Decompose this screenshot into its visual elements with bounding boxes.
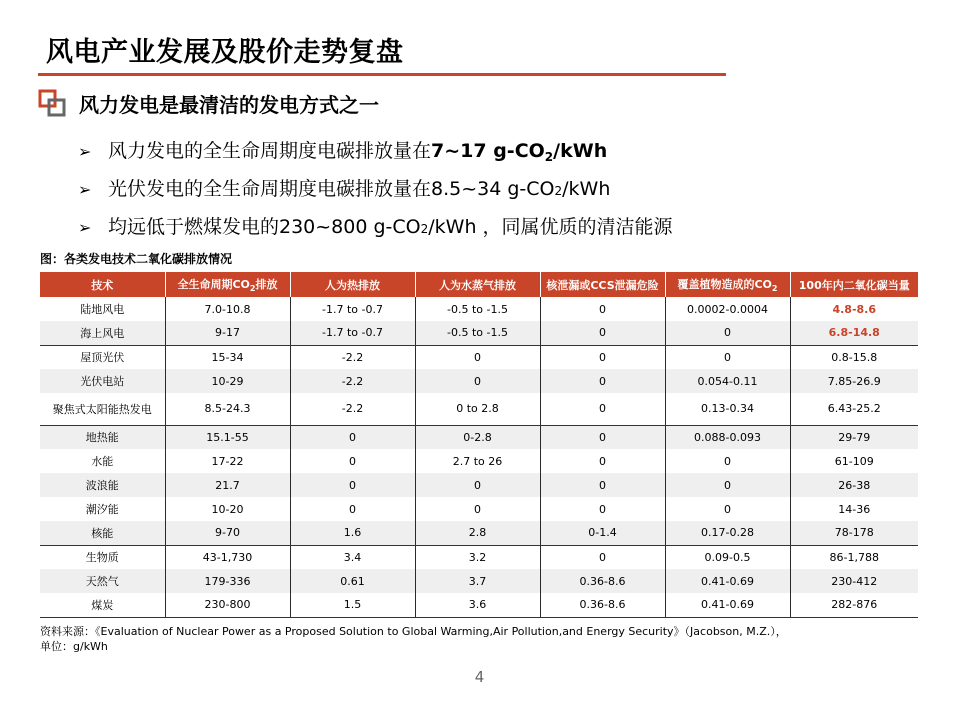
row-label-cell: 地热能 [40, 425, 165, 449]
table-cell: 0.36-8.6 [540, 569, 665, 593]
table-cell: 0.41-0.69 [665, 569, 790, 593]
bullet-solar-text: 光伏发电的全生命周期度电碳排放量在8.5~34 g-CO [108, 178, 555, 200]
table-cell: 0 [540, 297, 665, 321]
table-cell: 0 [540, 393, 665, 425]
table-cell: -1.7 to -0.7 [290, 321, 415, 345]
table-cell: 21.7 [165, 473, 290, 497]
header-technology: 技术 [40, 272, 165, 297]
table-cell: 2.7 to 26 [415, 449, 540, 473]
table-cell: 0.41-0.69 [665, 593, 790, 617]
table-cell: 0.0002-0.0004 [665, 297, 790, 321]
title-divider [38, 73, 726, 76]
table-cell: 0 [415, 473, 540, 497]
table-cell: 0 [540, 473, 665, 497]
table-cell: 282-876 [790, 593, 918, 617]
table-cell: 0 [290, 449, 415, 473]
table-cell: 0 [540, 321, 665, 345]
row-label-cell: 煤炭 [40, 593, 165, 617]
table-row [40, 545, 918, 569]
table-cell: 0.13-0.34 [665, 393, 790, 425]
table-cell: 9-70 [165, 521, 290, 545]
table-row [40, 593, 918, 617]
table-cell: -1.7 to -0.7 [290, 297, 415, 321]
table-body [40, 297, 918, 617]
table-cell: 43-1,730 [165, 545, 290, 569]
row-label-cell: 潮汐能 [40, 497, 165, 521]
table-row [40, 569, 918, 593]
table-cell: 0 [665, 321, 790, 345]
table-cell: 0 [290, 497, 415, 521]
table-cell: 0 to 2.8 [415, 393, 540, 425]
table-cell: 0 [290, 425, 415, 449]
source-citation: 资料来源：《Evaluation of Nuclear Power as a Proposed Solution to Global Warming,Air Pollution,and Energy Security》（Jacobson, M.Z.）， [40, 625, 787, 638]
bullet-list [78, 136, 673, 250]
table-cell: 0.36-8.6 [540, 593, 665, 617]
header-lifecycle-co2: 全生命周期$CO_2$排放 [165, 272, 290, 297]
row-label-cell: 陆地风电 [40, 297, 165, 321]
header-vegetation-co2: 覆盖植物造成的$CO_2$ [665, 272, 790, 297]
bullet-coal: ➢ 均远低于燃煤发电的230~800 g-CO 2 /kWh ，同属优质的清洁能源 [78, 212, 673, 250]
table-cell: 0 [415, 497, 540, 521]
table-row [40, 321, 918, 345]
table-cell: 61-109 [790, 449, 918, 473]
table-cell: 0 [540, 545, 665, 569]
table-cell: 6.43-25.2 [790, 393, 918, 425]
row-label-cell: 屋顶光伏 [40, 345, 165, 369]
header-leak-risk: 核泄漏或CCS泄漏危险 [540, 272, 665, 297]
table-cell: 29-79 [790, 425, 918, 449]
header-heat-emission: 人为热排放 [290, 272, 415, 297]
arrow-bullet-icon: ➢ [78, 180, 92, 199]
row-label-cell: 光伏电站 [40, 369, 165, 393]
table-cell: -2.2 [290, 393, 415, 425]
table-cell: 3.7 [415, 569, 540, 593]
table-cell: 179-336 [165, 569, 290, 593]
table-cell: 86-1,788 [790, 545, 918, 569]
table-cell: 0 [540, 369, 665, 393]
table-row [40, 497, 918, 521]
table-cell: 2.8 [415, 521, 540, 545]
row-label-cell: 天然气 [40, 569, 165, 593]
source-note [40, 624, 787, 654]
page-title: 风电产业发展及股价走势复盘 [46, 37, 404, 68]
table-cell: 0-1.4 [540, 521, 665, 545]
row-label-cell: 水能 [40, 449, 165, 473]
table-row [40, 369, 918, 393]
table-cell: 0 [540, 449, 665, 473]
table-cell: 15.1-55 [165, 425, 290, 449]
table-caption: 图：各类发电技术二氧化碳排放情况 [40, 252, 233, 266]
table-cell: 7.85-26.9 [790, 369, 918, 393]
table-cell: 10-29 [165, 369, 290, 393]
table-cell: 1.5 [290, 593, 415, 617]
arrow-bullet-icon: ➢ [78, 218, 92, 237]
table-row [40, 297, 918, 321]
table-cell: 0 [665, 345, 790, 369]
table-cell: 0 [665, 473, 790, 497]
row-label-cell: 生物质 [40, 545, 165, 569]
table-cell: 1.6 [290, 521, 415, 545]
bullet-solar: ➢ 光伏发电的全生命周期度电碳排放量在8.5~34 g-CO 2 /kWh [78, 174, 673, 212]
table-cell: 0 [415, 369, 540, 393]
table-cell: 78-178 [790, 521, 918, 545]
table-cell: 3.6 [415, 593, 540, 617]
table-cell: 3.4 [290, 545, 415, 569]
table-cell: 0.088-0.093 [665, 425, 790, 449]
table-row [40, 425, 918, 449]
table-cell: 7.0-10.8 [165, 297, 290, 321]
table-row [40, 473, 918, 497]
table-cell: 3.2 [415, 545, 540, 569]
bullet-coal-text: 均远低于燃煤发电的230~800 g-CO [108, 216, 421, 238]
emissions-table [40, 272, 918, 618]
bullet-wind [78, 136, 673, 174]
table-cell: -2.2 [290, 369, 415, 393]
table-cell: 0.8-15.8 [790, 345, 918, 369]
table-cell: 10-20 [165, 497, 290, 521]
bullet-wind-text: 风力发电的全生命周期度电碳排放量在 [108, 140, 432, 162]
table-cell: 15-34 [165, 345, 290, 369]
table-cell: 0 [415, 345, 540, 369]
section-bullet-icon [38, 89, 66, 117]
table-header-row [40, 272, 918, 297]
bullet-wind-value: 7~17 $g-CO_2$/kWh [431, 140, 608, 164]
row-label-cell: 海上风电 [40, 321, 165, 345]
table-cell: -2.2 [290, 345, 415, 369]
table-cell: 0 [290, 473, 415, 497]
table-cell: 17-22 [165, 449, 290, 473]
table-cell: 14-36 [790, 497, 918, 521]
table-cell: 0 [540, 425, 665, 449]
row-label-cell: 聚焦式太阳能热发电 [40, 393, 165, 425]
table-cell: 230-412 [790, 569, 918, 593]
table-cell: 0-2.8 [415, 425, 540, 449]
table-cell: 0 [665, 449, 790, 473]
table-cell: 4.8-8.6 [790, 297, 918, 321]
header-vapor-emission: 人为水蒸气排放 [415, 272, 540, 297]
table-cell: 0.054-0.11 [665, 369, 790, 393]
table-cell: 0.09-0.5 [665, 545, 790, 569]
arrow-bullet-icon: ➢ [78, 142, 92, 161]
table-cell: -0.5 to -1.5 [415, 297, 540, 321]
table-cell: 0 [540, 497, 665, 521]
table-cell: 8.5-24.3 [165, 393, 290, 425]
table-row [40, 345, 918, 369]
table-cell: 230-800 [165, 593, 290, 617]
header-co2-equivalent: 100年内二氧化碳当量 [790, 272, 918, 297]
table-cell: 6.8-14.8 [790, 321, 918, 345]
table-cell: -0.5 to -1.5 [415, 321, 540, 345]
table-row [40, 393, 918, 425]
table-cell: 0.17-0.28 [665, 521, 790, 545]
row-label-cell: 波浪能 [40, 473, 165, 497]
table-row [40, 521, 918, 545]
table-cell: 9-17 [165, 321, 290, 345]
table-cell: 0 [665, 497, 790, 521]
table-cell: 0 [540, 345, 665, 369]
table-cell: 0.61 [290, 569, 415, 593]
section-heading: 风力发电是最清洁的发电方式之一 [79, 93, 379, 117]
row-label-cell: 核能 [40, 521, 165, 545]
table-cell: 26-38 [790, 473, 918, 497]
table-row [40, 449, 918, 473]
source-unit: 单位：g/kWh [40, 640, 108, 653]
page-number: 4 [474, 668, 485, 686]
